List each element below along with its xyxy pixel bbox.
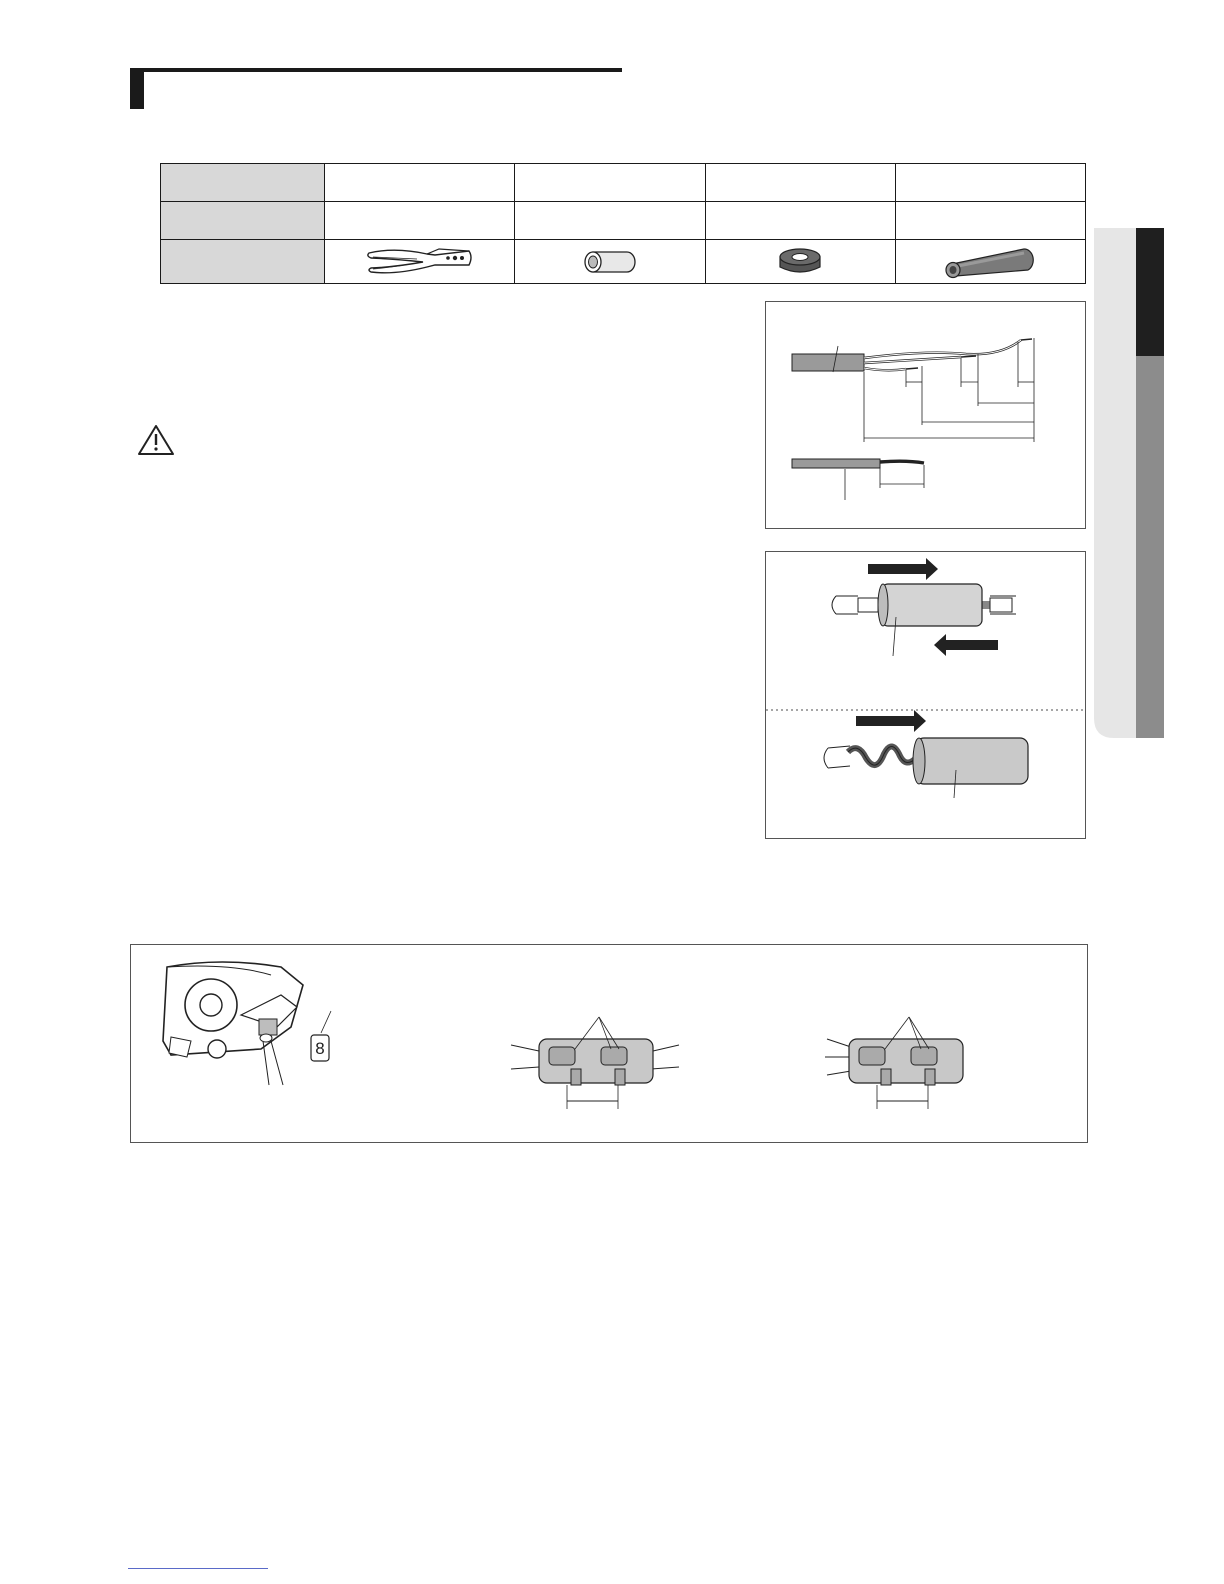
crimped-sleeve-single <box>511 1017 679 1142</box>
sleeve-assembly-diagram <box>765 551 1086 839</box>
crimped-sleeve-double <box>825 1017 963 1109</box>
table-cell <box>895 164 1085 202</box>
table-row-header <box>161 164 325 202</box>
table-row <box>161 202 1086 240</box>
side-tab-graphic <box>1094 228 1164 738</box>
warning-triangle-icon <box>136 423 176 457</box>
section-title-marker <box>130 68 144 109</box>
sleeve-assembly-drawing <box>766 552 1085 838</box>
table-cell <box>895 202 1085 240</box>
table-cell <box>515 164 705 202</box>
table-row <box>161 164 1086 202</box>
table-cell-crimp-sleeve <box>515 240 705 284</box>
wire-stripping-drawing <box>766 302 1085 528</box>
footer-link[interactable] <box>128 1554 268 1569</box>
table-cell <box>325 164 515 202</box>
table-cell-insulation-tape <box>705 240 895 284</box>
table-cell <box>325 202 515 240</box>
table-cell <box>705 202 895 240</box>
right-arrow-icon <box>856 710 926 732</box>
table-cell <box>705 164 895 202</box>
section-title-rule <box>130 68 622 72</box>
crimp-sleeve-icon <box>583 246 637 278</box>
crimping-drawing <box>131 945 1087 1142</box>
table-cell-contraction-tube <box>895 240 1085 284</box>
table-row-header <box>161 240 325 284</box>
crimping-diagram <box>130 944 1088 1143</box>
chapter-side-tab[interactable] <box>1094 228 1164 738</box>
crimping-tool-icon <box>365 245 475 279</box>
parts-table <box>160 163 1086 284</box>
crimp-die-number: 8 <box>315 1039 325 1058</box>
table-row-header <box>161 202 325 240</box>
table-cell <box>515 202 705 240</box>
right-arrow-icon <box>868 558 938 580</box>
right-arrow-icon <box>934 634 998 656</box>
wire-stripping-diagram <box>765 301 1086 529</box>
table-cell-crimping-tool <box>325 240 515 284</box>
table-row <box>161 240 1086 284</box>
contraction-tube-icon <box>940 244 1040 280</box>
insulation-tape-icon <box>778 247 822 277</box>
